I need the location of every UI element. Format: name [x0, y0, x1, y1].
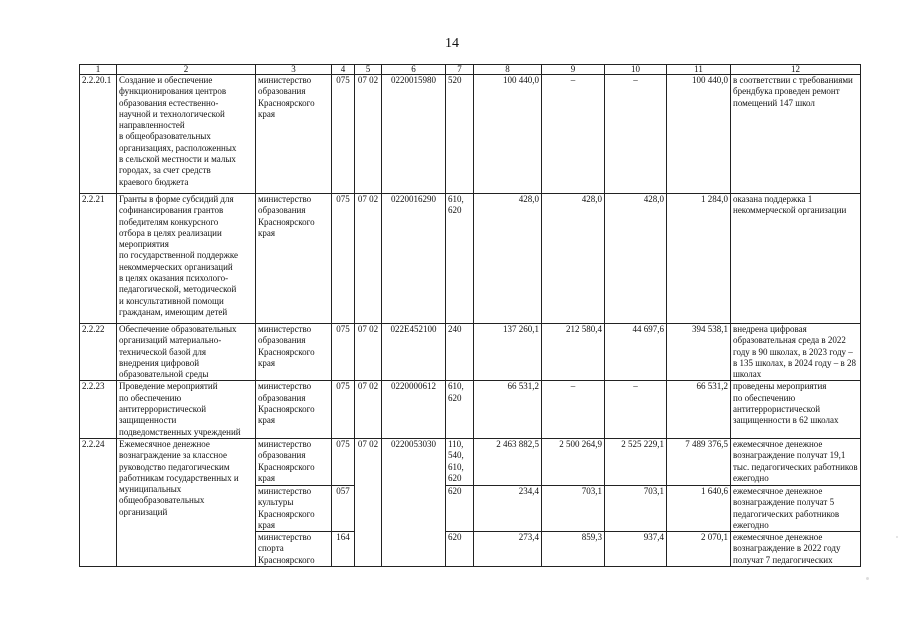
executor: министерство образования Красноярского края	[256, 194, 332, 324]
vr-code: 520	[446, 75, 474, 194]
amount-year3: 703,1	[605, 485, 667, 531]
vr-code: 110, 540, 610, 620	[446, 438, 474, 485]
column-number: 7	[446, 65, 474, 75]
amount-total: 100 440,0	[667, 75, 731, 194]
expected-result: внедрена цифровая образовательная среда в 2022 году в 90 школах, в 2023 году – в 135 школах, в 2024 году – в 28 школах	[731, 324, 861, 381]
amount-year1: 137 260,1	[474, 324, 542, 381]
table-row	[80, 324, 861, 381]
amount-year1: 100 440,0	[474, 75, 542, 194]
table-row	[80, 75, 861, 194]
amount-year3: –	[605, 381, 667, 438]
column-number: 11	[667, 65, 731, 75]
grbs-code: 075	[332, 381, 355, 438]
page-number: 14	[445, 36, 459, 51]
executor: министерство образования Красноярского края	[256, 324, 332, 381]
executor: министерство образования Красноярского края	[256, 75, 332, 194]
measure-name: Гранты в форме субсидий для софинансирования грантов победителям конкурсного отбора в целях реализации мероприятия по государственной поддержке некоммерческих организаций в целях оказания психолого- педагогической, методической и консультативной помощи гражданам, имеющим детей	[117, 194, 256, 324]
measure-name: Создание и обеспечение функционирования центров образования естественно- научной и технологической направленностей в общеобразовательных организациях, расположенных в сельской местности и малых городах, за счет средств краевого бюджета	[117, 75, 256, 194]
amount-year2: –	[542, 75, 605, 194]
column-number: 10	[605, 65, 667, 75]
amount-year3: 44 697,6	[605, 324, 667, 381]
executor: министерство образования Красноярского края	[256, 381, 332, 438]
expected-result: ежемесячное денежное вознаграждение получат 5 педагогических работников ежегодно	[731, 485, 861, 531]
amount-total: 1 640,6	[667, 485, 731, 531]
amount-year1: 234,4	[474, 485, 542, 531]
amount-year2: –	[542, 381, 605, 438]
rzpr-code: 07 02	[355, 381, 382, 438]
expected-result: проведены мероприятия по обеспечению антитеррористической защищенности в 62 школах	[731, 381, 861, 438]
amount-year1: 428,0	[474, 194, 542, 324]
amount-year1: 273,4	[474, 532, 542, 567]
table-row	[80, 381, 861, 438]
row-code: 2.2.20.1	[80, 75, 117, 194]
amount-total: 1 284,0	[667, 194, 731, 324]
csr-code: 0220015980	[382, 75, 446, 194]
executor: министерство культуры Красноярского края	[256, 485, 332, 531]
csr-code: 0220053030	[382, 438, 446, 566]
vr-code: 620	[446, 532, 474, 567]
rzpr-code: 07 02	[355, 75, 382, 194]
amount-year1: 2 463 882,5	[474, 438, 542, 485]
grbs-code: 075	[332, 75, 355, 194]
grbs-code: 075	[332, 194, 355, 324]
grbs-code: 057	[332, 485, 355, 531]
amount-year2: 428,0	[542, 194, 605, 324]
amount-year2: 859,3	[542, 532, 605, 567]
amount-year2: 2 500 264,9	[542, 438, 605, 485]
amount-year3: 937,4	[605, 532, 667, 567]
column-number: 2	[117, 65, 256, 75]
column-number: 6	[382, 65, 446, 75]
amount-total: 7 489 376,5	[667, 438, 731, 485]
expected-result: оказана поддержка 1 некоммерческой организации	[731, 194, 861, 324]
program-table	[79, 64, 861, 567]
table-row	[80, 438, 861, 485]
amount-year2: 212 580,4	[542, 324, 605, 381]
column-number-row	[80, 65, 861, 75]
measure-name: Ежемесячное денежное вознаграждение за классное руководство педагогическим работникам государственных и муниципальных общеобразовательных организаций	[117, 438, 256, 566]
column-number: 1	[80, 65, 117, 75]
csr-code: 0220016290	[382, 194, 446, 324]
table-row	[80, 194, 861, 324]
expected-result: в соответствии с требованиями брендбука проведен ремонт помещений 147 школ	[731, 75, 861, 194]
amount-total: 66 531,2	[667, 381, 731, 438]
grbs-code: 164	[332, 532, 355, 567]
rzpr-code: 07 02	[355, 324, 382, 381]
expected-result: ежемесячное денежное вознаграждение в 2022 году получат 7 педагогических	[731, 532, 861, 567]
scan-speck	[866, 577, 869, 580]
amount-year2: 703,1	[542, 485, 605, 531]
grbs-code: 075	[332, 438, 355, 485]
row-code: 2.2.21	[80, 194, 117, 324]
rzpr-code: 07 02	[355, 194, 382, 324]
vr-code: 240	[446, 324, 474, 381]
grbs-code: 075	[332, 324, 355, 381]
row-code: 2.2.22	[80, 324, 117, 381]
column-number: 12	[731, 65, 861, 75]
amount-total: 394 538,1	[667, 324, 731, 381]
amount-year3: 428,0	[605, 194, 667, 324]
column-number: 9	[542, 65, 605, 75]
column-number: 3	[256, 65, 332, 75]
expected-result: ежемесячное денежное вознаграждение получат 19,1 тыс. педагогических работников ежегодно	[731, 438, 861, 485]
csr-code: 0220000612	[382, 381, 446, 438]
row-code: 2.2.24	[80, 438, 117, 566]
measure-name: Проведение мероприятий по обеспечению антитеррористической защищенности подведомственных учреждений	[117, 381, 256, 438]
vr-code: 620	[446, 485, 474, 531]
executor: министерство спорта Красноярского	[256, 532, 332, 567]
measure-name: Обеспечение образовательных организаций материально- технической базой для внедрения цифровой образовательной среды	[117, 324, 256, 381]
rzpr-code: 07 02	[355, 438, 382, 566]
vr-code: 610, 620	[446, 194, 474, 324]
amount-year3: 2 525 229,1	[605, 438, 667, 485]
executor: министерство образования Красноярского края	[256, 438, 332, 485]
amount-total: 2 070,1	[667, 532, 731, 567]
vr-code: 610, 620	[446, 381, 474, 438]
column-number: 8	[474, 65, 542, 75]
csr-code: 022E452100	[382, 324, 446, 381]
column-number: 4	[332, 65, 355, 75]
row-code: 2.2.23	[80, 381, 117, 438]
amount-year3: –	[605, 75, 667, 194]
amount-year1: 66 531,2	[474, 381, 542, 438]
column-number: 5	[355, 65, 382, 75]
scan-speck	[896, 536, 898, 538]
